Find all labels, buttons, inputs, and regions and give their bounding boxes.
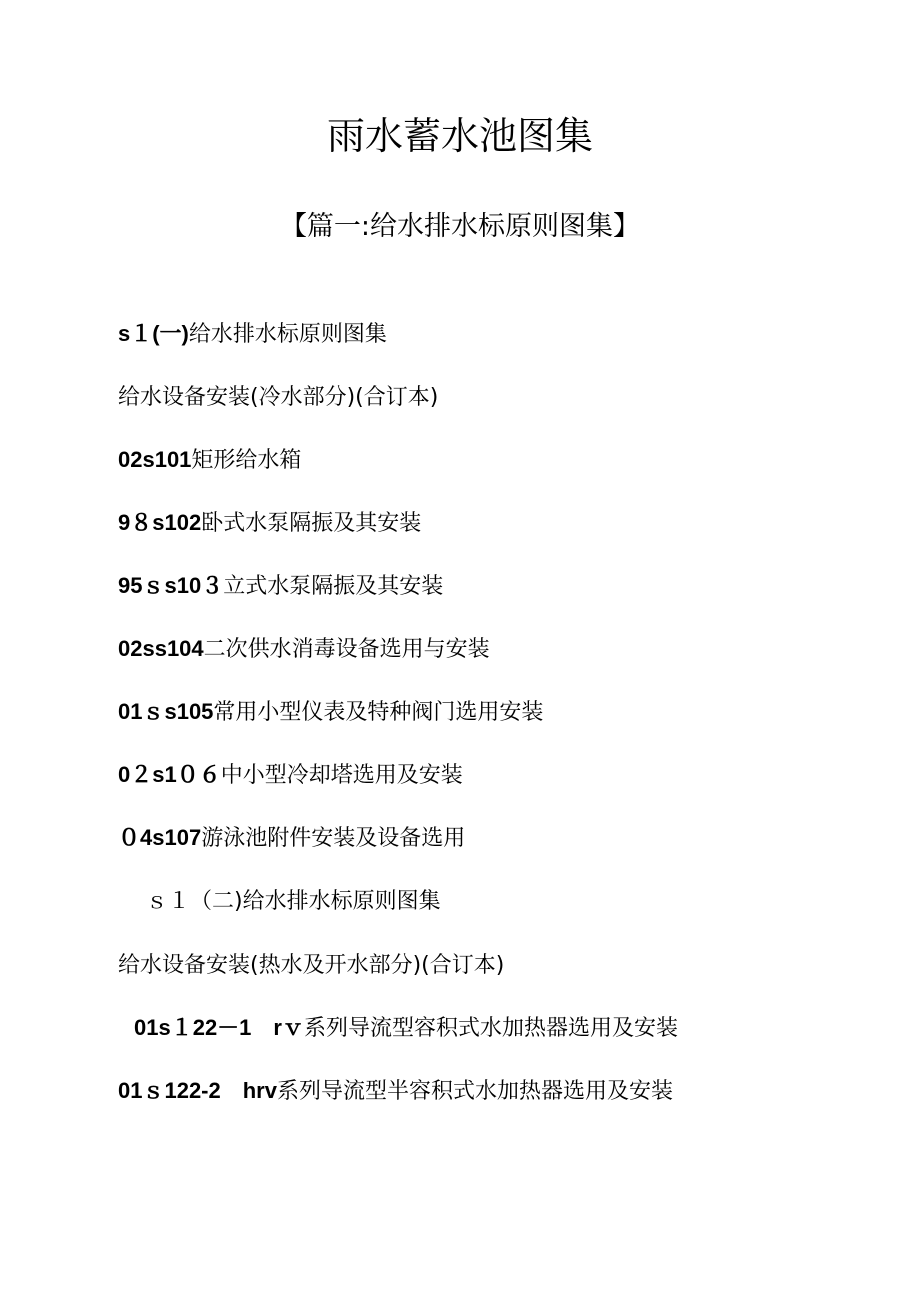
item-text: 常用小型仪表及特种阀门选用安装 <box>213 700 544 725</box>
item-text: 给水设备安装(冷水部分)(合订本) <box>118 385 439 410</box>
item-text: 中小型冷却塔选用及安装 <box>220 763 463 788</box>
list-item <box>118 316 387 353</box>
item-code: s１(一) <box>118 321 189 346</box>
item-text: 矩形给水箱 <box>191 448 302 473</box>
item-code: 01ｓ122-2 hrv <box>118 1078 277 1103</box>
document-title: 雨水蓄水池图集 <box>326 114 593 158</box>
list-item <box>118 505 421 542</box>
item-code: 02ss104 <box>118 636 204 661</box>
document-subtitle: 【篇一:给水排水标原则图集】 <box>279 211 641 242</box>
list-item <box>118 694 543 731</box>
item-text: 游泳池附件安装及设备选用 <box>201 826 466 851</box>
item-text: 给水排水标原则图集 <box>242 889 441 914</box>
list-item <box>118 568 443 605</box>
list-item <box>118 1073 673 1110</box>
item-text: 二次供水消毒设备选用与安装 <box>203 637 490 662</box>
list-item <box>118 631 490 668</box>
item-code: 0２s1０６ <box>118 762 221 787</box>
list-item <box>118 820 465 857</box>
item-code: 02s101 <box>118 447 192 472</box>
list-item <box>118 757 463 794</box>
item-text: 系列导流型容积式水加热器选用及安装 <box>303 1016 678 1041</box>
list-item <box>118 379 438 416</box>
list-item <box>118 947 504 984</box>
item-text: 给水设备安装(热水及开水部分)(合订本) <box>118 953 505 978</box>
item-code: 9８s102 <box>118 510 202 535</box>
list-item <box>146 884 441 920</box>
item-code: 01s１22－1 rｖ <box>134 1015 304 1040</box>
item-text: 给水排水标原则图集 <box>188 322 387 347</box>
item-code: ｓ１（二) <box>146 889 243 914</box>
item-text: 系列导流型半容积式水加热器选用及安装 <box>276 1079 673 1104</box>
item-code: 01ｓs105 <box>118 699 214 724</box>
item-text: 立式水泵隔振及其安装 <box>223 574 444 599</box>
item-text: 卧式水泵隔振及其安装 <box>201 511 422 536</box>
list-item <box>118 442 301 479</box>
item-code: ０4s107 <box>118 825 202 850</box>
item-code: 95ｓs10３ <box>118 573 224 598</box>
list-item <box>134 1010 678 1047</box>
